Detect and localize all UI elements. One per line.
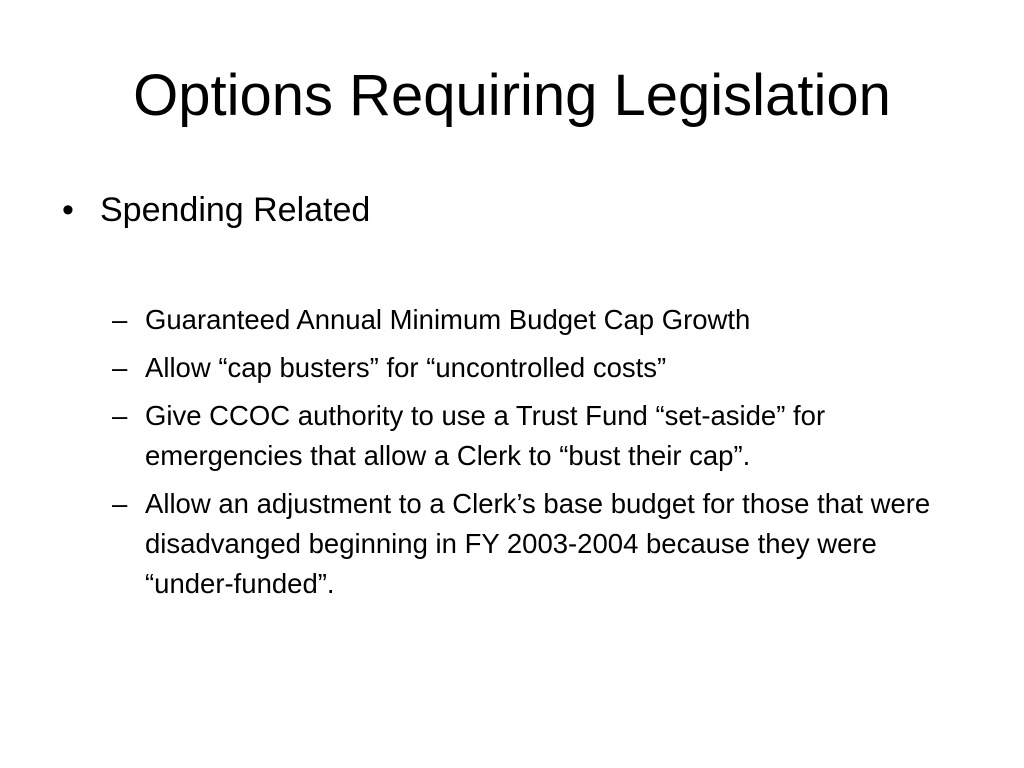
sub-bullet-text: Give CCOC authority to use a Trust Fund “set-aside” for emergencies that allow a Clerk to “bust their cap”. bbox=[145, 400, 826, 471]
sub-bullet-list bbox=[112, 300, 972, 612]
sub-bullet-text: Allow an adjustment to a Clerk’s base budget for those that were disadvanged beginning in FY 2003-2004 because they were “under-funded”. bbox=[145, 488, 931, 599]
sub-bullet-item bbox=[112, 484, 972, 604]
dash-marker: – bbox=[112, 304, 128, 335]
bullet-label: Spending Related bbox=[100, 191, 371, 229]
sub-bullet-item bbox=[112, 300, 972, 340]
dash-marker: – bbox=[112, 352, 128, 383]
sub-bullet-text: Allow “cap busters” for “uncontrolled costs” bbox=[145, 352, 667, 383]
dash-marker: – bbox=[112, 400, 128, 431]
dash-marker: – bbox=[112, 488, 128, 519]
sub-bullet-item bbox=[112, 348, 972, 388]
bullet-marker: • bbox=[62, 191, 74, 229]
slide-title: Options Requiring Legislation bbox=[133, 63, 891, 128]
sub-bullet-text: Guaranteed Annual Minimum Budget Cap Growth bbox=[145, 304, 751, 335]
bullet-spending-related bbox=[62, 186, 370, 234]
sub-bullet-item bbox=[112, 396, 972, 476]
